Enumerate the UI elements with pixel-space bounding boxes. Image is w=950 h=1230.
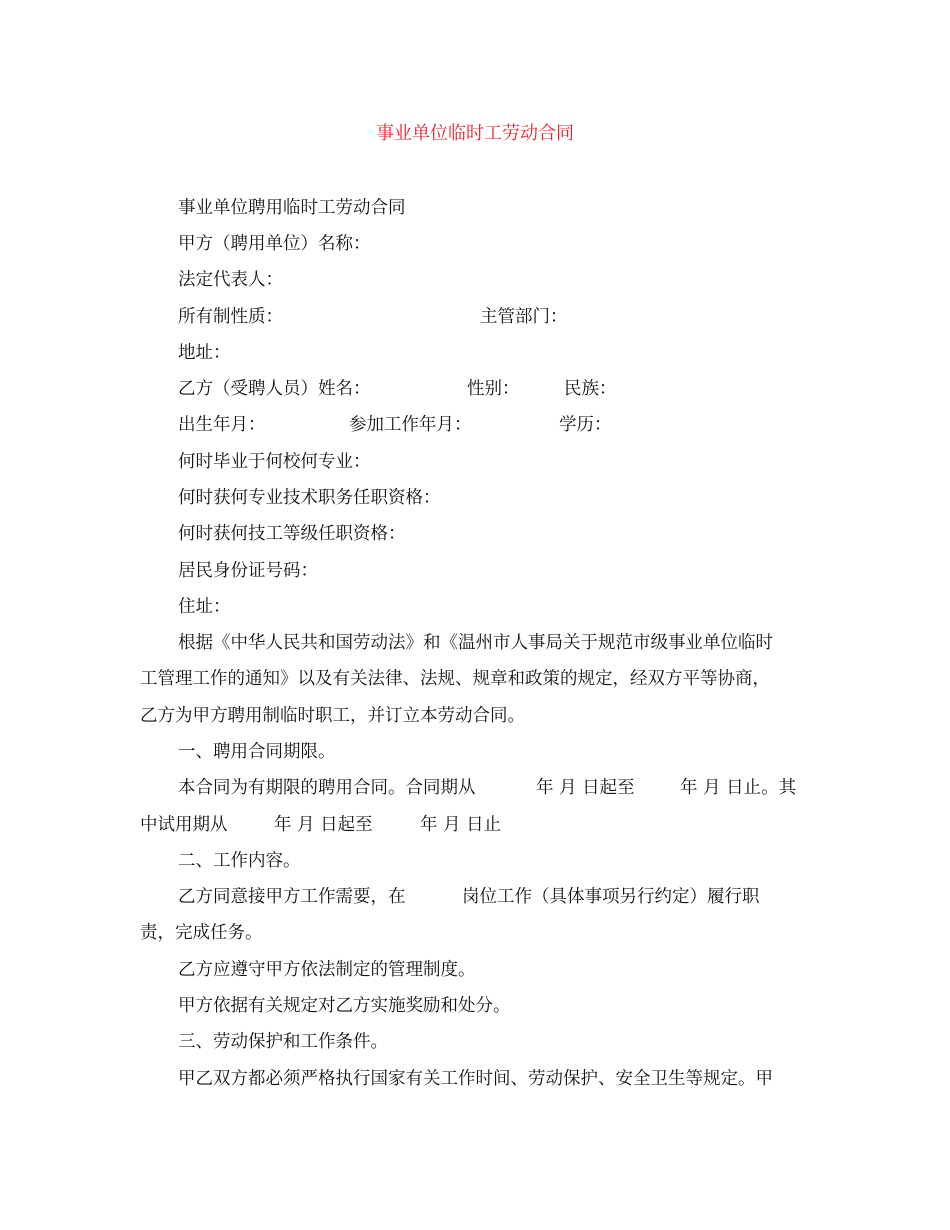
party-b-name-field: 乙方（受聘人员）姓名：	[178, 379, 371, 399]
probation-text: 中试用期从	[140, 815, 228, 835]
work-line-4: 甲方依据有关规定对乙方实施奖励和处分。	[178, 996, 511, 1016]
intro-paragraph-line-1: 根据《中华人民共和国劳动法》和《温州市人事局关于规范市级事业单位临时	[178, 633, 773, 653]
protection-line-1: 甲乙双方都必须严格执行国家有关工作时间、劳动保护、安全卫生等规定。甲	[178, 1069, 773, 1089]
work-text: 乙方同意接甲方工作需要，在	[178, 887, 406, 907]
supervisor-field: 主管部门：	[480, 307, 568, 327]
work-start-field: 参加工作年月：	[349, 415, 472, 435]
section-1-heading: 一、聘用合同期限。	[178, 742, 336, 762]
tech-title-field: 何时获何专业技术职务任职资格：	[178, 488, 441, 508]
graduation-field: 何时毕业于何校何专业：	[178, 452, 371, 472]
residence-field: 住址：	[178, 597, 231, 617]
legal-representative-field: 法定代表人：	[178, 270, 283, 290]
birth-date-field: 出生年月：	[178, 415, 266, 435]
term-text: 本合同为有期限的聘用合同。合同期从	[178, 778, 476, 798]
probation-start-date: 年 月 日起至	[274, 815, 373, 835]
contract-subtitle: 事业单位聘用临时工劳动合同	[178, 198, 406, 218]
document-title: 事业单位临时工劳动合同	[376, 123, 574, 144]
gender-field: 性别：	[467, 379, 520, 399]
ownership-field: 所有制性质：	[178, 307, 283, 327]
work-position-text: 岗位工作（具体事项另行约定）履行职	[462, 887, 760, 907]
section-2-heading: 二、工作内容。	[178, 851, 301, 871]
work-line-3: 乙方应遵守甲方依法制定的管理制度。	[178, 960, 476, 980]
education-field: 学历：	[559, 415, 612, 435]
address-field: 地址：	[178, 343, 231, 363]
id-number-field: 居民身份证号码：	[178, 561, 318, 581]
party-a-name-field: 甲方（聘用单位）名称：	[178, 234, 371, 254]
work-line-2: 责，完成任务。	[140, 923, 263, 943]
skill-level-field: 何时获何技工等级任职资格：	[178, 524, 406, 544]
intro-paragraph-line-2: 工管理工作的通知》以及有关法律、法规、规章和政策的规定，经双方平等协商，	[140, 669, 770, 689]
section-3-heading: 三、劳动保护和工作条件。	[178, 1032, 388, 1052]
intro-paragraph-line-3: 乙方为甲方聘用制临时职工，并订立本劳动合同。	[140, 706, 525, 726]
probation-end-date: 年 月 日止	[420, 815, 502, 835]
term-start-date: 年 月 日起至	[536, 778, 635, 798]
term-end-date: 年 月 日止。其	[680, 778, 797, 798]
ethnicity-field: 民族：	[564, 379, 617, 399]
